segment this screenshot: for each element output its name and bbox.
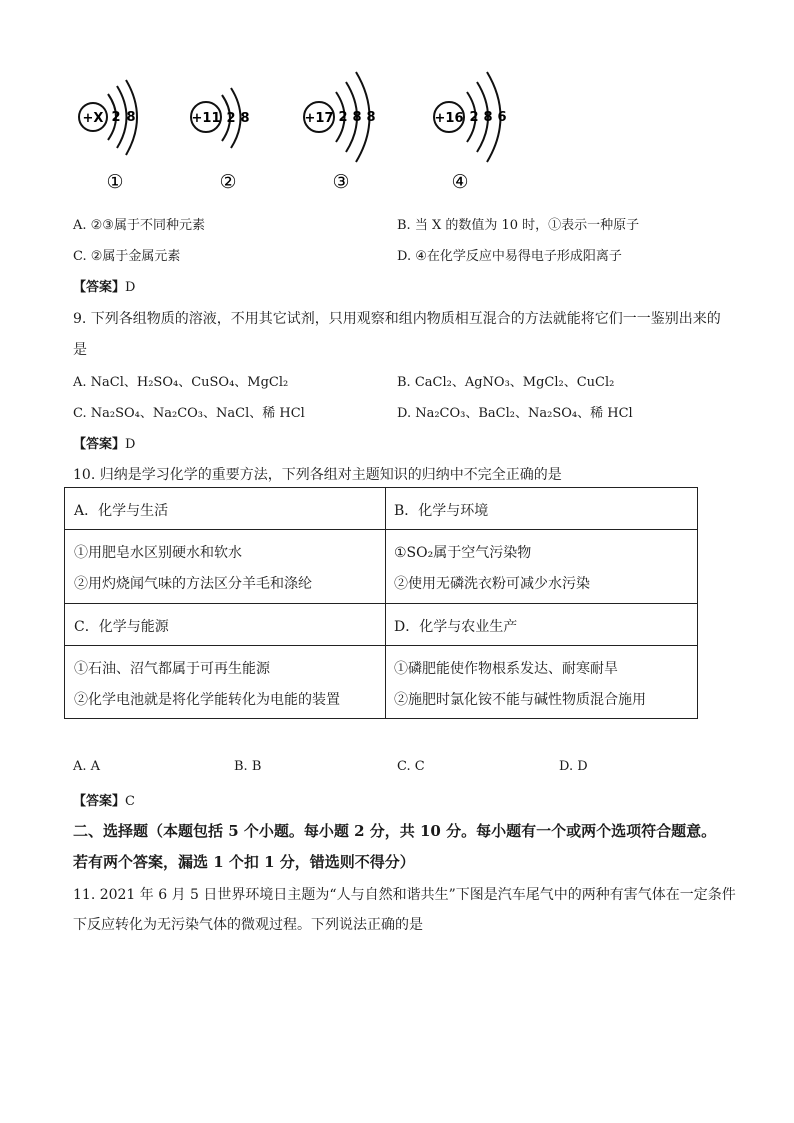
q8-answer-label: 【答案】 [73, 280, 126, 295]
table-cell-b-2: ②使用无磷洗衣粉可减少水污染 [394, 576, 590, 592]
table-cell-b-head: B．化学与环境 [394, 503, 489, 519]
section-2-heading-line1: 二、选择题（本题包括 5 个小题。每小题 2 分，共 10 分。每小题有一个或两个选项符合题意。 [73, 822, 717, 840]
q9-stem-line1: 9. 下列各组物质的溶液，不用其它试剂，只用观察和组内物质相互混合的方法就能将它们一一鉴别出来的 [73, 311, 721, 327]
q9-option-a: A. NaCl、H₂SO₄、CuSO₄、MgCl₂ [73, 375, 289, 390]
q9-answer-value: D [125, 437, 136, 452]
table-cell-c-head: C．化学与能源 [74, 619, 169, 635]
q9-stem-line2: 是 [73, 342, 87, 358]
atom-3-label: ③ [332, 171, 350, 193]
q10-answer-label: 【答案】 [73, 794, 126, 809]
atom-3-shell-3: 8 [366, 110, 376, 125]
atom-3-shell-2: 8 [352, 110, 362, 125]
table-cell-d-2: ②施肥时氯化铵不能与碱性物质混合施用 [394, 692, 646, 708]
q8-answer-value: D [125, 280, 136, 295]
q8-option-a: A. ②③属于不同种元素 [73, 218, 205, 233]
table-cell-c-2: ②化学电池就是将化学能转化为电能的装置 [74, 692, 340, 708]
q11-stem-line1: 11. 2021 年 6 月 5 日世界环境日主题为“人与自然和谐共生”下图是汽车尾气中的两种有害气体在一定条件 [73, 887, 736, 903]
atom-2-shell-2: 8 [240, 111, 250, 126]
atom-1-label: ① [106, 171, 124, 193]
q10-stem: 10. 归纳是学习化学的重要方法，下列各组对主题知识的归纳中不完全正确的是 [73, 467, 562, 483]
atom-4-nucleus: +16 [434, 111, 464, 126]
q8-option-d: D. ④在化学反应中易得电子形成阳离子 [397, 249, 622, 264]
atom-1-nucleus: +X [82, 111, 104, 126]
q11-stem-line2: 下反应转化为无污染气体的微观过程。下列说法正确的是 [73, 917, 423, 933]
table-cell-b-1: ①SO₂属于空气污染物 [394, 545, 532, 561]
q10-option-c: C. C [397, 759, 425, 774]
q8-option-c: C. ②属于金属元素 [73, 249, 181, 264]
atom-4-shell-1: 2 [469, 110, 479, 125]
atom-1-shell-2: 8 [126, 110, 136, 125]
q9-option-c: C. Na₂SO₄、Na₂CO₃、NaCl、稀 HCl [73, 406, 305, 421]
section-2-heading-line2: 若有两个答案，漏选 1 个扣 1 分，错选则不得分） [73, 853, 415, 871]
atom-4-shell-2: 8 [483, 110, 493, 125]
q10-answer-value: C [125, 794, 135, 809]
atom-4-shell-3: 6 [497, 110, 507, 125]
table-cell-d-1: ①磷肥能使作物根系发达、耐寒耐旱 [394, 661, 618, 677]
q10-option-b: B. B [234, 759, 262, 774]
table-cell-d-head: D．化学与农业生产 [394, 619, 518, 635]
atom-1-shell-1: 2 [111, 110, 121, 125]
atom-2-nucleus: +11 [191, 111, 221, 126]
q9-option-d: D. Na₂CO₃、BaCl₂、Na₂SO₄、稀 HCl [397, 406, 633, 421]
table-cell-a-head: A．化学与生活 [74, 503, 169, 519]
atom-2-label: ② [219, 171, 237, 193]
q10-option-d: D. D [559, 759, 588, 774]
atom-3-nucleus: +17 [304, 111, 334, 126]
table-cell-c-1: ①石油、沼气都属于可再生能源 [74, 661, 270, 677]
table-cell-a-1: ①用肥皂水区别硬水和软水 [74, 545, 242, 561]
atom-2-shell-1: 2 [226, 111, 236, 126]
q10-answer [73, 790, 135, 809]
q8-option-b: B. 当 X 的数值为 10 时，①表示一种原子 [397, 218, 640, 233]
q10-option-a: A. A [73, 759, 101, 774]
table-cell-a-2: ②用灼烧闻气味的方法区分羊毛和涤纶 [74, 576, 312, 592]
atom-4-label: ④ [451, 171, 469, 193]
q9-answer-label: 【答案】 [73, 437, 126, 452]
q9-option-b: B. CaCl₂、AgNO₃、MgCl₂、CuCl₂ [397, 375, 615, 390]
atom-3-shell-1: 2 [338, 110, 348, 125]
